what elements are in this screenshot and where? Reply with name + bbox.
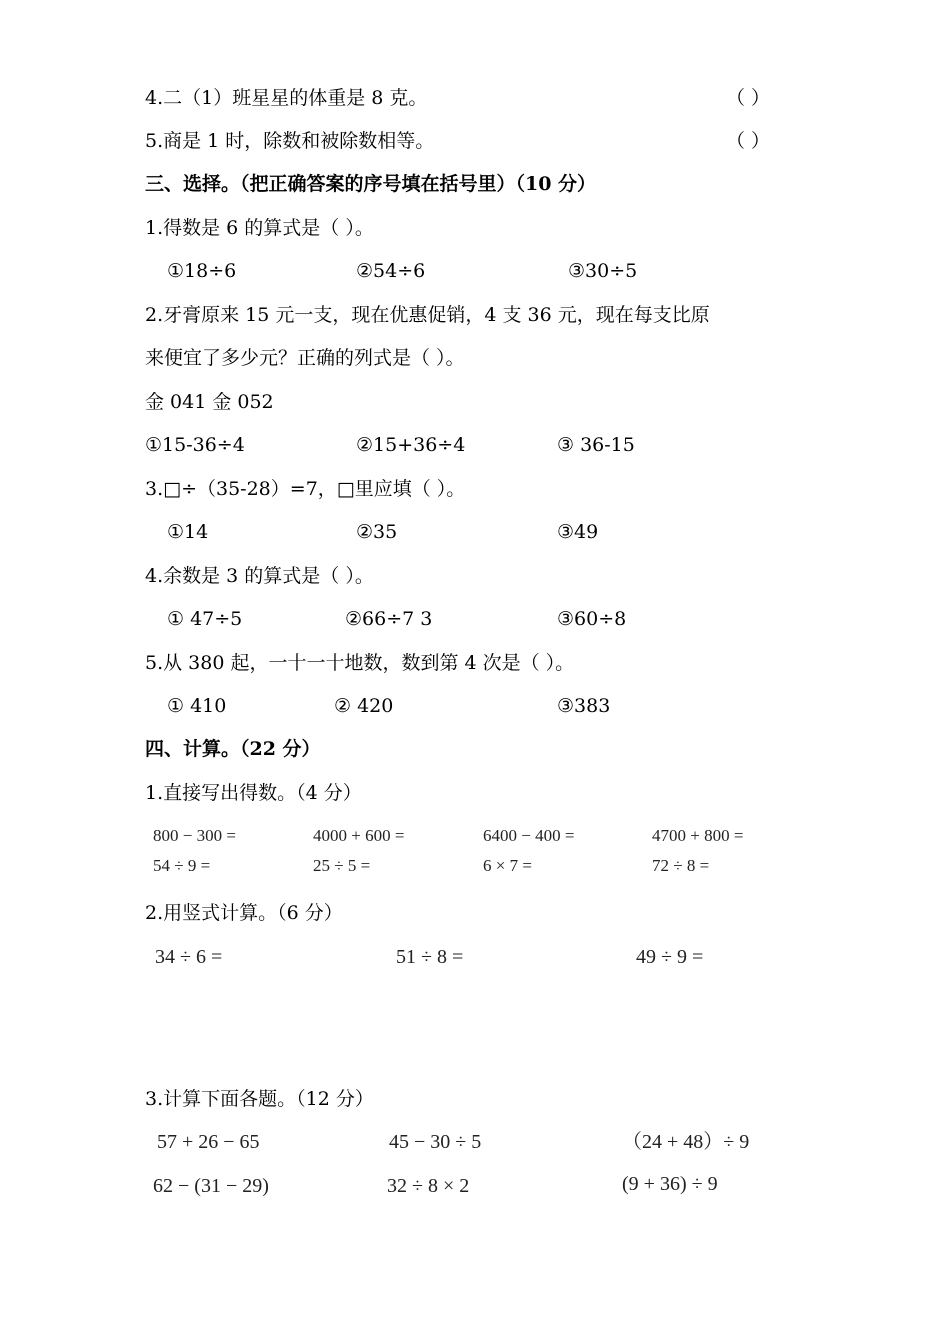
oral-calc-3: 6400 − 400 = bbox=[483, 826, 575, 845]
judge-item-5: 5.商是 1 时，除数和被除数相等。 bbox=[145, 130, 435, 152]
judge-answer-paren-5: （ ） bbox=[726, 130, 771, 152]
choice-q4-option-3: ③60÷8 bbox=[557, 608, 627, 630]
choice-q3-option-1: ①14 bbox=[167, 521, 209, 543]
oral-calc-2: 4000 + 600 = bbox=[313, 826, 405, 845]
choice-q3: 3.□÷（35-28）=7，□里应填（ ）。 bbox=[145, 478, 466, 500]
choice-q5-option-2: ② 420 bbox=[334, 695, 394, 717]
choice-q1-option-2: ②54÷6 bbox=[356, 260, 426, 282]
choice-q4: 4.余数是 3 的算式是（ ）。 bbox=[145, 565, 374, 587]
section-calc-heading: 四、计算。（22 分） bbox=[145, 738, 321, 760]
mixed-calc-6: (9 + 36) ÷ 9 bbox=[622, 1173, 718, 1195]
judge-answer-paren-4: （ ） bbox=[726, 87, 771, 109]
mixed-calc-2: 45 − 30 ÷ 5 bbox=[389, 1131, 482, 1153]
mixed-calc-4: 62 − (31 − 29) bbox=[153, 1175, 269, 1197]
choice-q5: 5.从 380 起，一十一十地数，数到第 4 次是（ ）。 bbox=[145, 652, 575, 674]
judge-item-4: 4.二（1）班星星的体重是 8 克。 bbox=[145, 87, 428, 109]
choice-q1-option-3: ③30÷5 bbox=[568, 260, 638, 282]
choice-q3-option-2: ②35 bbox=[356, 521, 398, 543]
choice-q4-option-2: ②66÷7 3 bbox=[345, 608, 433, 630]
oral-calc-1: 800 − 300 = bbox=[153, 826, 236, 845]
calc-part2-title: 2.用竖式计算。（6 分） bbox=[145, 902, 343, 924]
vertical-calc-1: 34 ÷ 6 = bbox=[155, 946, 223, 968]
calc-part1-title: 1.直接写出得数。（4 分） bbox=[145, 782, 362, 804]
choice-q2-line1: 2.牙膏原来 15 元一支，现在优惠促销，4 支 36 元，现在每支比原 bbox=[145, 304, 710, 326]
choice-q2-line2: 来便宜了多少元？正确的列式是（ ）。 bbox=[145, 347, 465, 369]
choice-q2-extra: 金 041 金 052 bbox=[145, 391, 274, 413]
mixed-calc-1: 57 + 26 − 65 bbox=[157, 1131, 260, 1153]
oral-calc-6: 25 ÷ 5 = bbox=[313, 856, 371, 875]
choice-q2-option-3: ③ 36-15 bbox=[557, 434, 635, 456]
choice-q4-option-1: ① 47÷5 bbox=[167, 608, 243, 630]
mixed-calc-3: （24 + 48）÷ 9 bbox=[622, 1131, 750, 1153]
section-choice-heading: 三、选择。（把正确答案的序号填在括号里）（10 分） bbox=[145, 173, 597, 195]
oral-calc-5: 54 ÷ 9 = bbox=[153, 856, 211, 875]
choice-q1-option-1: ①18÷6 bbox=[167, 260, 237, 282]
mixed-calc-5: 32 ÷ 8 × 2 bbox=[387, 1175, 470, 1197]
choice-q3-option-3: ③49 bbox=[557, 521, 599, 543]
choice-q2-option-1: ①15-36÷4 bbox=[145, 434, 245, 456]
oral-calc-4: 4700 + 800 = bbox=[652, 826, 744, 845]
calc-part3-title: 3.计算下面各题。（12 分） bbox=[145, 1088, 374, 1110]
choice-q5-option-3: ③383 bbox=[557, 695, 611, 717]
vertical-calc-3: 49 ÷ 9 = bbox=[636, 946, 704, 968]
choice-q1: 1.得数是 6 的算式是（ ）。 bbox=[145, 217, 374, 239]
oral-calc-8: 72 ÷ 8 = bbox=[652, 856, 710, 875]
choice-q5-option-1: ① 410 bbox=[167, 695, 227, 717]
vertical-calc-2: 51 ÷ 8 = bbox=[396, 946, 464, 968]
choice-q2-option-2: ②15+36÷4 bbox=[356, 434, 466, 456]
oral-calc-7: 6 × 7 = bbox=[483, 856, 532, 875]
